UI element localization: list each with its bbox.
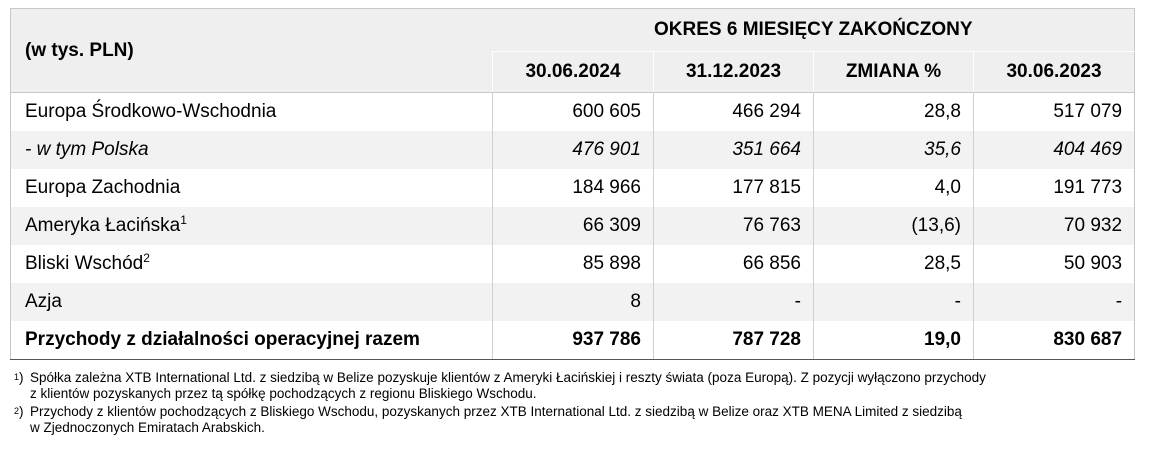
footnote-ref: 2 <box>143 251 150 265</box>
table-row <box>11 131 1135 169</box>
table-cell: 600 605 <box>493 93 654 132</box>
table-row <box>11 207 1135 245</box>
table-cell: 517 079 <box>974 93 1135 132</box>
footnote-marker-number: 1 <box>14 372 20 382</box>
revenue-table <box>10 8 1135 360</box>
column-header-zmiana: ZMIANA % <box>814 52 974 93</box>
table-cell: - <box>654 283 814 321</box>
column-header-30-06-2023: 30.06.2023 <box>974 52 1135 93</box>
table-row <box>11 169 1135 207</box>
table-cell: 66 856 <box>654 245 814 283</box>
footnote-line: Spółka zależna XTB International Ltd. z siedzibą w Belize pozyskuje klientów z Ameryki Łacińskiej i reszty świata (poza Europą). Z pozycji wyłączono przychody <box>30 370 986 385</box>
table-row <box>11 283 1135 321</box>
period-header: OKRES 6 MIESIĘCY ZAKOŃCZONY <box>493 9 1135 52</box>
row-label-text: Europa Zachodnia <box>25 177 181 198</box>
row-label <box>11 207 493 245</box>
table-cell: 177 815 <box>654 169 814 207</box>
footnote <box>14 370 1134 402</box>
footnote-marker: $^1$) <box>14 370 24 385</box>
table-cell: 466 294 <box>654 93 814 132</box>
table-cell: 70 932 <box>974 207 1135 245</box>
row-label-text: - w tym Polska <box>25 139 149 160</box>
table-cell: 184 966 <box>493 169 654 207</box>
table-cell: 19,0 <box>814 321 974 360</box>
table-row <box>11 321 1135 360</box>
footnotes <box>14 370 1134 438</box>
row-label <box>11 131 493 169</box>
row-label-text: Bliski Wschód <box>25 253 144 274</box>
footnote-marker: $^2$) <box>14 404 24 419</box>
column-header-31-12-2023: 31.12.2023 <box>654 52 814 93</box>
row-label-text: Ameryka Łacińska <box>25 215 181 236</box>
row-label <box>11 169 493 207</box>
table-cell: 35,6 <box>814 131 974 169</box>
table-cell: - <box>814 283 974 321</box>
table-cell: - <box>974 283 1135 321</box>
footnote-line: z klientów pozyskanych przez tą spółkę pochodzących z regionu Bliskiego Wschodu. <box>30 386 537 401</box>
table-cell: 50 903 <box>974 245 1135 283</box>
table-cell: 937 786 <box>493 321 654 360</box>
footnote <box>14 404 1134 436</box>
column-header-30-06-2024: 30.06.2024 <box>493 52 654 93</box>
row-label-text: Azja <box>25 291 62 312</box>
table-cell: 787 728 <box>654 321 814 360</box>
footnote-marker-number: 2 <box>14 406 20 416</box>
row-label <box>11 321 493 360</box>
footnote-ref: 1 <box>180 213 187 227</box>
table-cell: 76 763 <box>654 207 814 245</box>
unit-label: (w tys. PLN) <box>11 9 493 93</box>
table-body <box>11 93 1135 360</box>
table-cell: 351 664 <box>654 131 814 169</box>
table-cell: 85 898 <box>493 245 654 283</box>
table-cell: 476 901 <box>493 131 654 169</box>
row-label <box>11 93 493 132</box>
row-label <box>11 245 493 283</box>
row-label-text: Europa Środkowo-Wschodnia <box>25 101 277 122</box>
table-cell: 66 309 <box>493 207 654 245</box>
table-cell: (13,6) <box>814 207 974 245</box>
footnote-line: Przychody z klientów pochodzących z Bliskiego Wschodu, pozyskanych przez XTB International Ltd. z siedzibą w Belize oraz XTB MENA Limited z siedzibą <box>30 404 962 419</box>
table-row <box>11 245 1135 283</box>
row-label-text: Przychody z działalności operacyjnej razem <box>25 329 420 350</box>
table-cell: 28,8 <box>814 93 974 132</box>
table-cell: 191 773 <box>974 169 1135 207</box>
footnote-line: w Zjednoczonych Emiratach Arabskich. <box>30 420 265 435</box>
row-label <box>11 283 493 321</box>
table-cell: 830 687 <box>974 321 1135 360</box>
table-cell: 4,0 <box>814 169 974 207</box>
table-cell: 404 469 <box>974 131 1135 169</box>
table-cell: 28,5 <box>814 245 974 283</box>
table-row <box>11 93 1135 132</box>
table-cell: 8 <box>493 283 654 321</box>
